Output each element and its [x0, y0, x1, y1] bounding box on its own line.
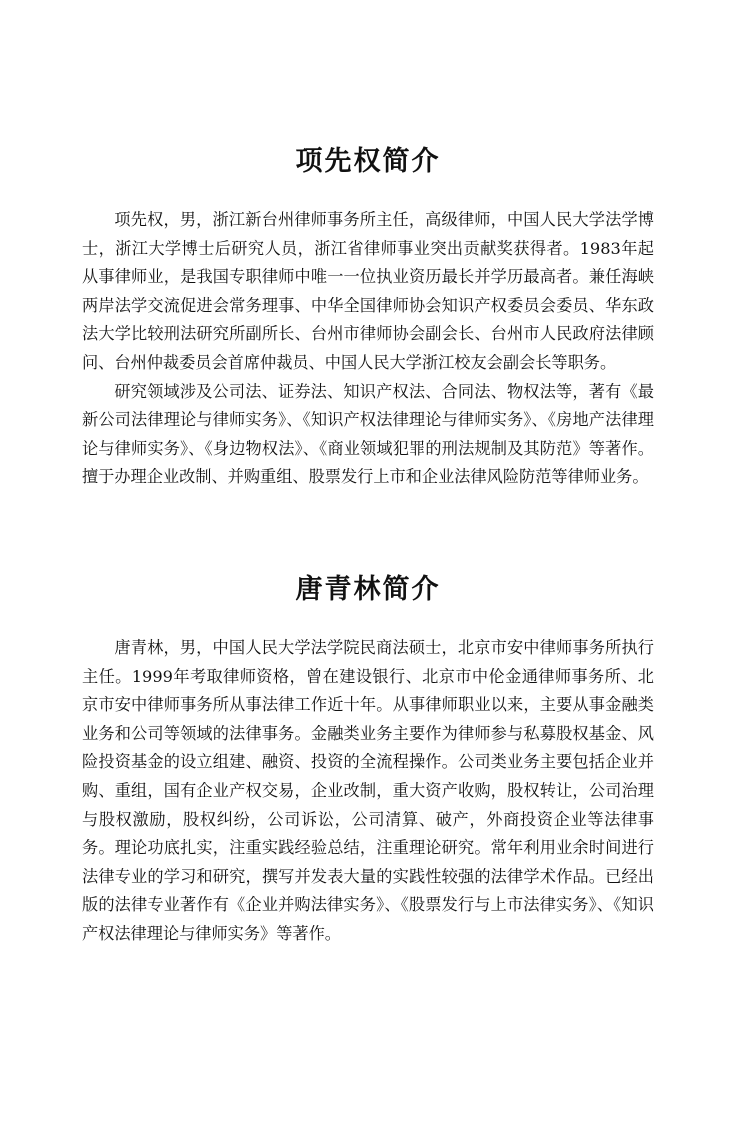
- bio-section-tang-qinglin: [82, 570, 654, 949]
- bio-paragraph: 唐青林，男，中国人民大学法学院民商法硕士，北京市安中律师事务所执行主任。1999年考取律师资格，曾在建设银行、北京市中伦金通律师事务所、北京市安中律师事务所从事法律工作近十年。从事律师职业以来，主要从事金融类业务和公司等领域的法律事务。金融类业务主要作为律师参与私募股权基金、风险投资基金的设立组建、融资、投资的全流程操作。公司类业务主要包括企业并购、重组，国有企业产权交易，企业改制，重大资产收购，股权转让，公司治理与股权激励，股权纠纷，公司诉讼，公司清算、破产，外商投资企业等法律事务。理论功底扎实，注重实践经验总结，注重理论研究。常年利用业余时间进行法律专业的学习和研究，撰写并发表大量的实践性较强的法律学术作品。已经出版的法律专业著作有《企业并购法律实务》、《股票发行与上市法律实务》、《知识产权法律理论与律师实务》等著作。: [82, 638, 654, 943]
- section-title: 唐青林简介: [295, 574, 441, 605]
- bio-section-xiang-xianquan: [82, 142, 654, 492]
- bio-paragraph: 项先权，男，浙江新台州律师事务所主任，高级律师，中国人民大学法学博士，浙江大学博士后研究人员，浙江省律师事业突出贡献奖获得者。1983年起从事律师业，是我国专职律师中唯一一位执业资历最长并学历最高者。兼任海峡两岸法学交流促进会常务理事、中华全国律师协会知识产权委员会委员、华东政法大学比较刑法研究所副所长、台州市律师协会副会长、台州市人民政府法律顾问、台州仲裁委员会首席仲裁员、中国人民大学浙江校友会副会长等职务。: [82, 210, 654, 372]
- section-title: 项先权简介: [295, 146, 441, 177]
- bio-paragraph: 研究领域涉及公司法、证券法、知识产权法、合同法、物权法等，著有《最新公司法律理论与律师实务》、《知识产权法律理论与律师实务》、《房地产法律理论与律师实务》、《身边物权法》、《商业领域犯罪的刑法规制及其防范》等著作。擅于办理企业改制、并购重组、股票发行上市和企业法律风险防范等律师业务。: [82, 381, 654, 487]
